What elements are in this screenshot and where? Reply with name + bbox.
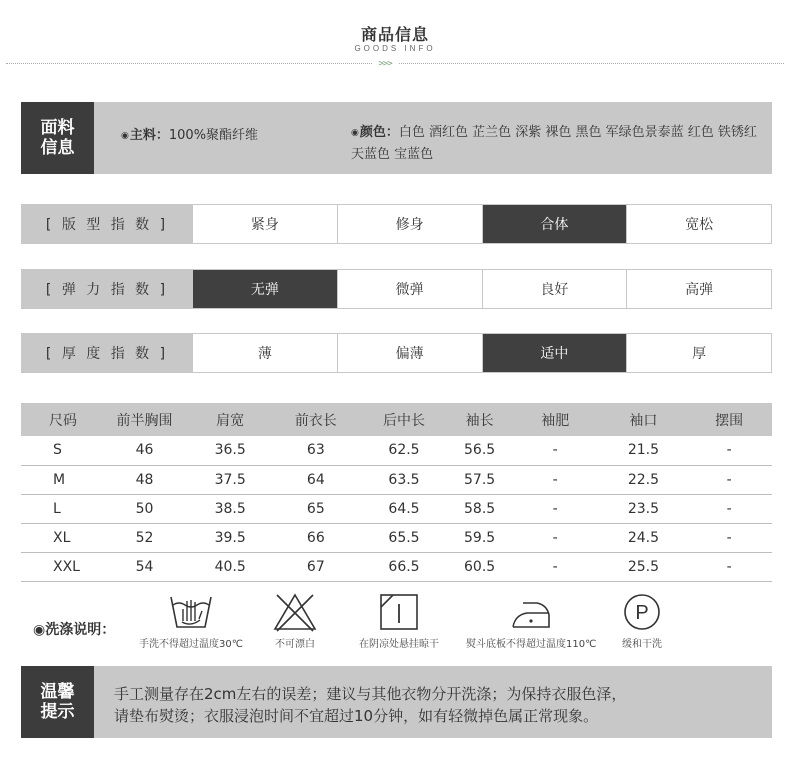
wash-item-line-dry — [359, 591, 439, 650]
wash-caption: 在阴凉处悬挂晾干 — [359, 639, 439, 650]
section-header — [0, 0, 790, 80]
dry-clean-p-icon — [618, 591, 666, 633]
column-header: 袖长 — [449, 403, 509, 436]
table-cell: - — [510, 436, 601, 465]
table-cell: XXL — [21, 552, 102, 581]
fabric-info-label — [21, 102, 94, 174]
material-info — [121, 124, 258, 143]
table-cell: 24.5 — [601, 523, 687, 552]
column-header: 尺码 — [21, 403, 102, 436]
table-cell: - — [686, 523, 772, 552]
table-cell: 62.5 — [359, 436, 450, 465]
table-row — [21, 523, 772, 552]
wash-caption: 不可漂白 — [275, 639, 315, 650]
size-table-header — [21, 403, 772, 436]
table-cell: 36.5 — [187, 436, 273, 465]
section-title: 商品信息 — [360, 25, 429, 44]
table-cell: 65 — [273, 494, 359, 523]
table-cell: 40.5 — [187, 552, 273, 581]
table-row — [21, 552, 772, 581]
wash-item-iron — [466, 591, 596, 650]
table-cell: 64 — [273, 465, 359, 494]
column-header: 前半胸围 — [102, 403, 188, 436]
chevron-right-icon: >>> — [372, 58, 398, 70]
thickness-option-thick: 厚 — [626, 334, 771, 372]
stretch-option-good: 良好 — [482, 270, 627, 308]
wash-item-hand-wash — [139, 591, 243, 650]
table-cell: M — [21, 465, 102, 494]
table-cell: 57.5 — [449, 465, 509, 494]
table-cell: 54 — [102, 552, 188, 581]
table-row — [21, 465, 772, 494]
table-cell: 64.5 — [359, 494, 450, 523]
column-header: 袖口 — [601, 403, 687, 436]
stretch-index-label: [ 弹 力 指 数 ] — [22, 270, 192, 308]
table-cell: S — [21, 436, 102, 465]
size-table — [21, 403, 772, 582]
fabric-label-line1: 面料 — [40, 118, 75, 138]
tips-panel — [21, 666, 772, 738]
thickness-option-thin: 薄 — [192, 334, 337, 372]
wash-caption: 熨斗底板不得超过温度110℃ — [466, 639, 597, 650]
thickness-index-label: [ 厚 度 指 数 ] — [22, 334, 192, 372]
bullet-icon: ◉ — [121, 131, 129, 141]
table-cell: - — [686, 436, 772, 465]
material-value: 100%聚酯纤维 — [168, 128, 259, 143]
table-cell: - — [510, 523, 601, 552]
bullet-icon: ◉ — [351, 128, 359, 138]
table-cell: 63.5 — [359, 465, 450, 494]
table-cell: 22.5 — [601, 465, 687, 494]
column-header: 袖肥 — [510, 403, 601, 436]
fit-index-row — [21, 204, 772, 244]
fit-option-slim: 修身 — [337, 205, 482, 243]
material-key: 主料： — [129, 128, 169, 143]
table-cell: 38.5 — [187, 494, 273, 523]
table-cell: 66 — [273, 523, 359, 552]
tips-label-line1: 温馨 — [40, 682, 75, 702]
table-cell: - — [686, 552, 772, 581]
table-cell: - — [510, 494, 601, 523]
column-header: 肩宽 — [187, 403, 273, 436]
table-cell: 60.5 — [449, 552, 509, 581]
stretch-index-row — [21, 269, 772, 309]
fit-option-tight: 紧身 — [192, 205, 337, 243]
tips-text — [114, 683, 754, 727]
table-row — [21, 436, 772, 465]
wash-caption: 缓和干洗 — [622, 639, 662, 650]
wash-instructions — [21, 585, 772, 657]
tips-line2: 请垫布熨烫；衣服浸泡时间不宜超过10分钟，如有轻微掉色属正常现象。 — [114, 707, 599, 725]
stretch-option-none: 无弹 — [192, 270, 337, 308]
stretch-option-high: 高弹 — [626, 270, 771, 308]
fabric-info-panel — [21, 102, 772, 174]
tips-label — [21, 666, 94, 738]
colors-info — [351, 122, 761, 166]
wash-label: ◉洗涤说明： — [33, 622, 116, 638]
table-cell: 65.5 — [359, 523, 450, 552]
table-cell: L — [21, 494, 102, 523]
table-cell: - — [686, 465, 772, 494]
table-cell: 39.5 — [187, 523, 273, 552]
table-cell: XL — [21, 523, 102, 552]
table-cell: 56.5 — [449, 436, 509, 465]
table-cell: 46 — [102, 436, 188, 465]
dry-clean-symbol: P — [635, 602, 649, 624]
table-cell: 52 — [102, 523, 188, 552]
table-cell: - — [686, 494, 772, 523]
thickness-option-slightly-thin: 偏薄 — [337, 334, 482, 372]
stretch-option-slight: 微弹 — [337, 270, 482, 308]
table-cell: 58.5 — [449, 494, 509, 523]
section-subtitle: GOODS INFO — [354, 44, 436, 53]
table-cell: - — [510, 465, 601, 494]
no-bleach-icon — [271, 591, 319, 633]
line-dry-shade-icon — [375, 591, 423, 633]
tips-line1: 手工测量存在2cm左右的误差；建议与其他衣物分开洗涤；为保持衣服色泽， — [114, 685, 627, 703]
table-cell: 63 — [273, 436, 359, 465]
table-cell: 50 — [102, 494, 188, 523]
thickness-option-medium: 适中 — [482, 334, 627, 372]
colors-value: 白色 酒红色 芷兰色 深紫 裸色 黑色 军绿色景泰蓝 红色 铁锈红 天蓝色 宝蓝色 — [351, 125, 757, 162]
table-cell: 25.5 — [601, 552, 687, 581]
tips-label-line2: 提示 — [40, 702, 75, 722]
table-cell: 48 — [102, 465, 188, 494]
wash-item-dry-clean — [618, 591, 666, 650]
fit-option-loose: 宽松 — [626, 205, 771, 243]
column-header: 前衣长 — [273, 403, 359, 436]
iron-low-icon — [507, 591, 555, 633]
table-row — [21, 494, 772, 523]
table-cell: - — [510, 552, 601, 581]
table-cell: 37.5 — [187, 465, 273, 494]
table-cell: 23.5 — [601, 494, 687, 523]
wash-caption: 手洗不得超过温度30℃ — [139, 639, 243, 650]
table-cell: 67 — [273, 552, 359, 581]
column-header: 后中长 — [359, 403, 450, 436]
wash-item-no-bleach — [271, 591, 319, 650]
table-cell: 66.5 — [359, 552, 450, 581]
fit-index-label: [ 版 型 指 数 ] — [22, 205, 192, 243]
table-cell: 59.5 — [449, 523, 509, 552]
hand-wash-icon — [167, 591, 215, 633]
table-cell: 21.5 — [601, 436, 687, 465]
fit-option-regular: 合体 — [482, 205, 627, 243]
fabric-label-line2: 信息 — [40, 138, 75, 158]
thickness-index-row — [21, 333, 772, 373]
colors-key: 颜色： — [359, 125, 399, 140]
column-header: 摆围 — [686, 403, 772, 436]
